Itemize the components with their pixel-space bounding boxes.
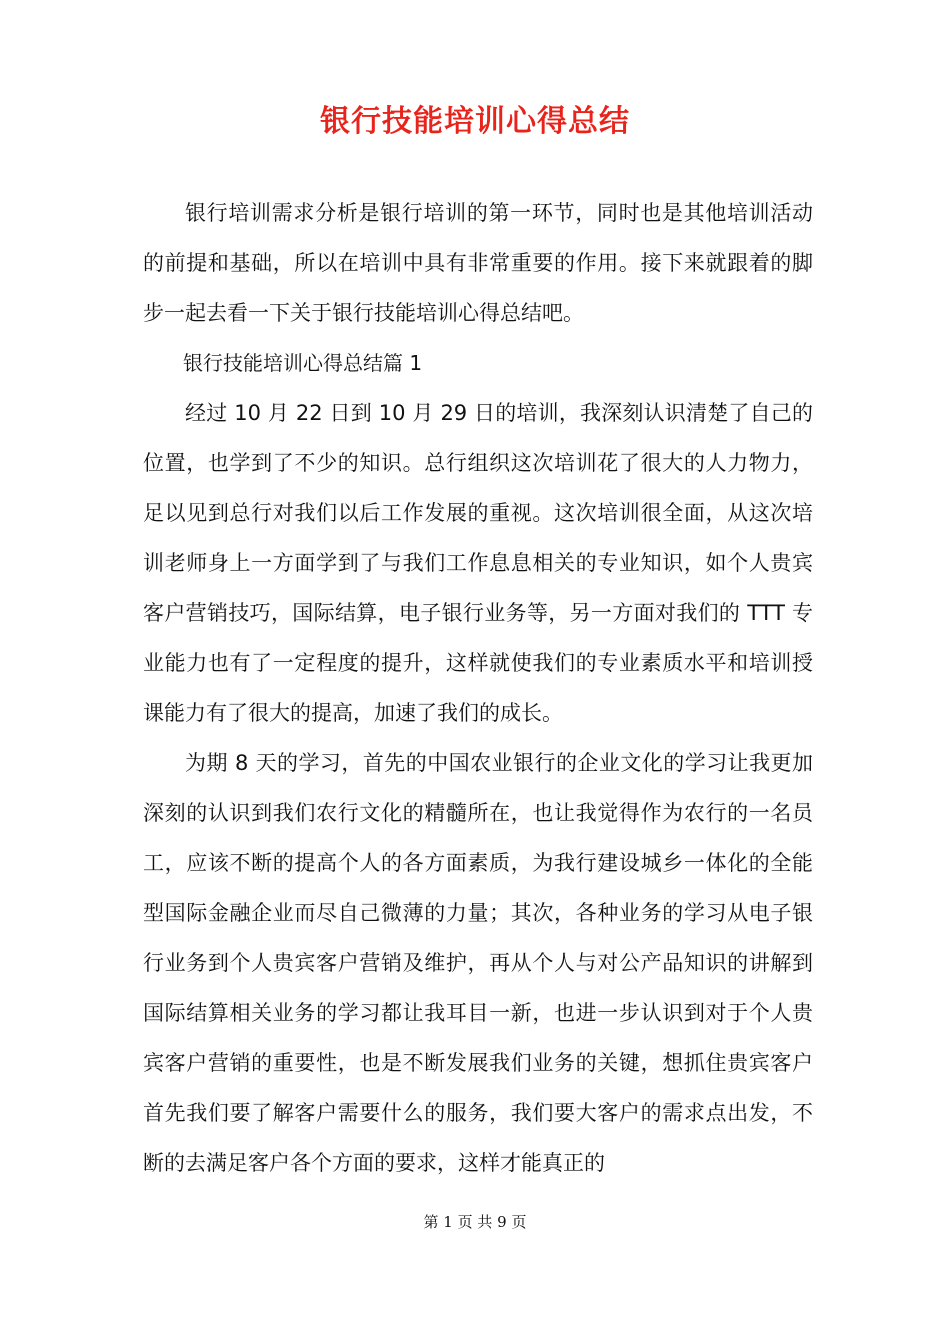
- body-paragraph: 经过 10 月 22 日到 10 月 29 日的培训，我深刻认识清楚了自己的位置，也学到了不少的知识。总行组织这次培训花了很大的人力物力，足以见到总行对我们以后工作发展的重视。这次培训很全面，从这次培训老师身上一方面学到了与我们工作息息相关的专业知识，如个人贵宾客户营销技巧，国际结算，电子银行业务等，另一方面对我们的 TTT 专业能力也有了一定程度的提升，这样就使我们的专业素质水平和培训授课能力有了很大的提高，加速了我们的成长。: [143, 401, 813, 725]
- page-number-footer: 第 1 页 共 9 页: [423, 1213, 527, 1231]
- document-title: 银行技能培训心得总结: [320, 104, 630, 139]
- section-heading: 银行技能培训心得总结篇 1: [183, 351, 423, 375]
- intro-paragraph: 银行培训需求分析是银行培训的第一环节，同时也是其他培训活动的前提和基础，所以在培训中具有非常重要的作用。接下来就跟着的脚步一起去看一下关于银行技能培训心得总结吧。: [143, 201, 813, 325]
- body-paragraph: 为期 8 天的学习，首先的中国农业银行的企业文化的学习让我更加深刻的认识到我们农行文化的精髓所在，也让我觉得作为农行的一名员工，应该不断的提高个人的各方面素质，为我行建设城乡一体化的全能型国际金融企业而尽自己微薄的力量；其次，各种业务的学习从电子银行业务到个人贵宾客户营销及维护，再从个人与对公产品知识的讲解到国际结算相关业务的学习都让我耳目一新，也进一步认识到对于个人贵宾客户营销的重要性，也是不断发展我们业务的关键，想抓住贵宾客户首先我们要了解客户需要什么的服务，我们要大客户的需求点出发，不断的去满足客户各个方面的要求，这样才能真正的: [143, 751, 813, 1175]
- document-body: [143, 188, 813, 1188]
